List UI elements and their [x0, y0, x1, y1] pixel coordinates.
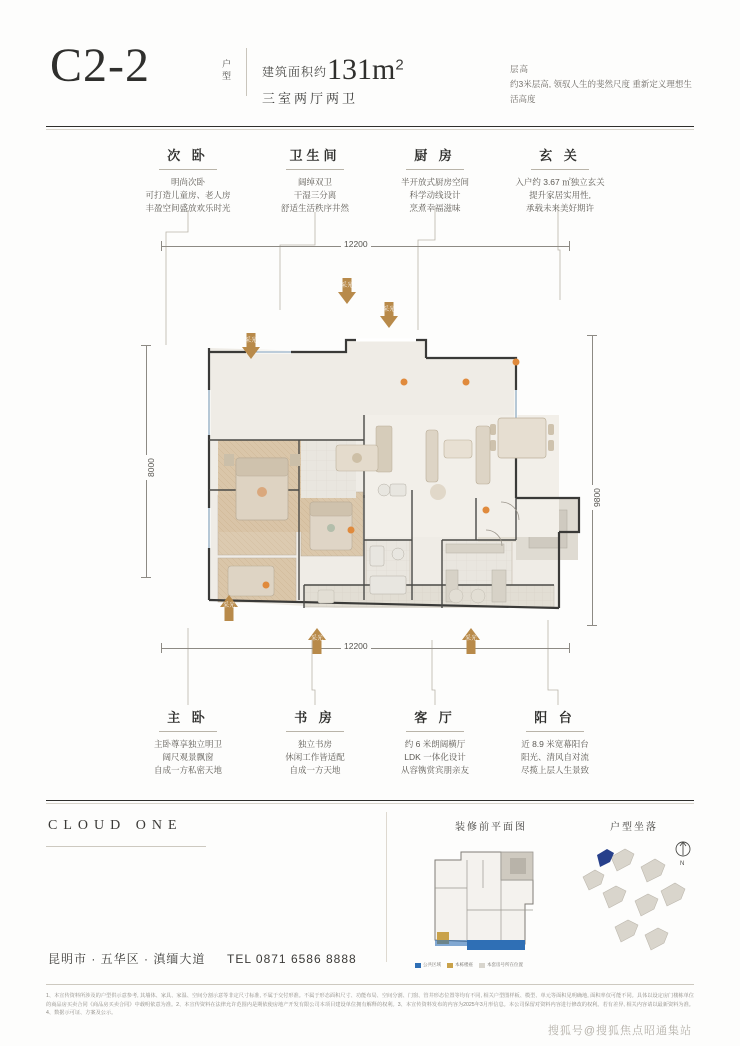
- callout-kitchen: [385, 145, 485, 215]
- header-rule-secondary: [46, 129, 694, 130]
- mini-plan-legend: [415, 962, 545, 968]
- footer-rule-secondary: [46, 803, 694, 804]
- callout-rule: [406, 169, 464, 170]
- callout-rule: [286, 731, 344, 732]
- callout-line-1: 近 8.9 米宽幕阳台: [521, 739, 589, 749]
- callout-title: 卫生间: [289, 148, 341, 163]
- header-divider: [246, 48, 247, 96]
- callout-line-3: 尽揽上层人生景致: [520, 765, 589, 775]
- callout-line-1: 半开放式厨房空间: [400, 177, 469, 187]
- callout-title: 客 厅: [414, 710, 456, 725]
- callout-title: 次 卧: [167, 148, 209, 163]
- dim-right-text: 9800: [592, 485, 602, 510]
- callout-line-1: 约 6 米朗阔横厅: [404, 739, 466, 749]
- unit-code-sublabel: 户型: [222, 59, 232, 81]
- callout-bathroom: [265, 145, 365, 215]
- callout-line-1: 主卧尊享独立明卫: [153, 739, 222, 749]
- area-value: 131m: [327, 53, 396, 86]
- legend-label: 本栋楼座: [455, 962, 473, 967]
- callout-rule: [406, 731, 464, 732]
- light-arrow-label: 采光: [340, 283, 353, 289]
- callout-line-3: 从容镌赏宾朋亲友: [400, 765, 469, 775]
- floor-plan: [46, 240, 694, 680]
- callout-living-room: [385, 707, 485, 777]
- mini-plan-title: 装修前平面图: [455, 822, 527, 833]
- ceiling-height-desc: 约3米层高, 领驭人生的斐然尺度 重新定义理想生活高度: [510, 79, 692, 104]
- light-arrow-top-mid: [338, 278, 356, 304]
- callout-line-3: 烹煮幸福滋味: [409, 203, 461, 213]
- light-arrow-top-right: [380, 302, 398, 328]
- callout-line-2: 阔尺观景飘窗: [162, 752, 214, 762]
- ceiling-height-title: 层高: [510, 64, 530, 74]
- callout-line-2: LDK 一体化设计: [404, 752, 466, 762]
- area-unit-sup: 2: [395, 56, 404, 74]
- callout-line-2: 提升家居实用性,: [529, 190, 591, 200]
- light-arrow-top-left: [242, 333, 260, 359]
- callout-line-1: 入户约 3.67 ㎡独立玄关: [515, 177, 605, 187]
- brand-underline: [46, 846, 206, 847]
- pre-renovation-plan: [415, 840, 545, 960]
- callout-title: 主 卧: [167, 710, 209, 725]
- callout-line-3: 舒适生活秩序井然: [280, 203, 349, 213]
- area-line: [262, 50, 404, 84]
- legend-item-unit: [479, 962, 523, 968]
- callout-line-3: 丰盈空间盛放欢乐时光: [145, 203, 231, 213]
- legend-label: 公共区域: [423, 962, 441, 967]
- callout-line-2: 干湿三分离: [293, 190, 337, 200]
- footer-rule: [46, 800, 694, 801]
- callout-rule: [159, 731, 217, 732]
- dim-bottom-text: 12200: [341, 641, 371, 651]
- address-text: 昆明市 · 五华区 · 滇缅大道: [48, 952, 206, 966]
- phone-number: TEL 0871 6586 8888: [227, 952, 357, 966]
- light-arrow-label: 采光: [464, 636, 477, 642]
- area-label: 建筑面积约: [262, 65, 328, 79]
- light-arrow-label: 采光: [222, 603, 235, 609]
- callout-rule: [286, 169, 344, 170]
- header-rule: [46, 126, 694, 127]
- callout-study: [265, 707, 365, 777]
- callout-balcony: [500, 707, 610, 777]
- callout-entry-foyer: [495, 145, 625, 215]
- light-arrow-bottom-left: [220, 595, 238, 621]
- legend-item-building: [447, 962, 473, 968]
- svg-text:N: N: [680, 861, 685, 867]
- callout-master-bedroom: [140, 707, 236, 777]
- light-arrow-bottom-mid: [308, 628, 326, 654]
- callout-line-3: 承载未来美好期许: [525, 203, 594, 213]
- dim-left-text: 8000: [146, 455, 156, 480]
- unit-code: C2-2: [50, 39, 150, 92]
- callout-rule: [159, 169, 217, 170]
- callout-rule: [526, 731, 584, 732]
- watermark: 搜狐号@搜狐焦点昭通集站: [547, 1025, 692, 1037]
- legend-label: 本套房号所在位置: [487, 962, 523, 967]
- header: [50, 40, 700, 115]
- light-arrow-label: 采光: [382, 307, 395, 313]
- site-orientation-map: [575, 835, 695, 960]
- callout-rule: [531, 169, 589, 170]
- callout-line-3: 自成一方私密天地: [153, 765, 222, 775]
- disclaimer-text: 1、本宣传资料所涉及的户型供示意参考, 其墙体、家具、家温、空间分割示意等非定尺寸标准, 不属于交付形准。不属于形态面积尺寸、功能布局、空间分割、门窗、管井形态位置等均有不同, 相关户型图样板、模型、单元等面积见明确地, 面积率仅可能不同。具体以设定房门楼栋单位的商品房买卖合同《商品房买卖合同》中载明依意为准。2、本宣传资料在法律允许范围内是期依使房地产开发有限公司本项目建设单位拥有解释的权利。3、本宣传资料发布的内容为2025年3月形信息。本公司保留对资料内容进行修改的权利。若有差异, 相关内容请以最新资料为准。4、数据示可证、方案及公示。: [46, 993, 694, 1016]
- light-arrow-bottom-right: [462, 628, 480, 654]
- callout-title: 玄 关: [539, 148, 581, 163]
- callout-title: 阳 台: [534, 710, 576, 725]
- callout-line-1: 阔绰双卫: [297, 177, 332, 187]
- floor-plan-drawing: [46, 240, 694, 680]
- light-arrow-label: 采光: [244, 338, 257, 344]
- callout-line-2: 科学动线设计: [409, 190, 461, 200]
- orientation-title: 户型坐落: [610, 822, 658, 833]
- callout-line-2: 可打造儿童房、老人房: [145, 190, 231, 200]
- footer-vertical-separator: [386, 812, 387, 962]
- room-config: 三室两厅两卫: [262, 91, 359, 106]
- callout-line-1: 独立书房: [297, 739, 332, 749]
- brand-name: CLOUD ONE: [48, 818, 183, 833]
- callout-secondary-bedroom: [140, 145, 236, 215]
- legend-item-public: [415, 962, 441, 968]
- callout-title: 书 房: [294, 710, 336, 725]
- ceiling-height-note: [510, 62, 700, 107]
- callout-line-2: 阳光、清风自对流: [520, 752, 589, 762]
- light-arrow-label: 采光: [310, 636, 323, 642]
- address-line: [48, 950, 357, 967]
- callout-title: 厨 房: [414, 148, 456, 163]
- disclaimer-rule: [46, 984, 694, 985]
- callout-line-1: 明尚次卧: [170, 177, 205, 187]
- callout-line-2: 休闲工作皆适配: [285, 752, 345, 762]
- dim-top-text: 12200: [341, 239, 371, 249]
- callout-line-3: 自成一方天地: [289, 765, 341, 775]
